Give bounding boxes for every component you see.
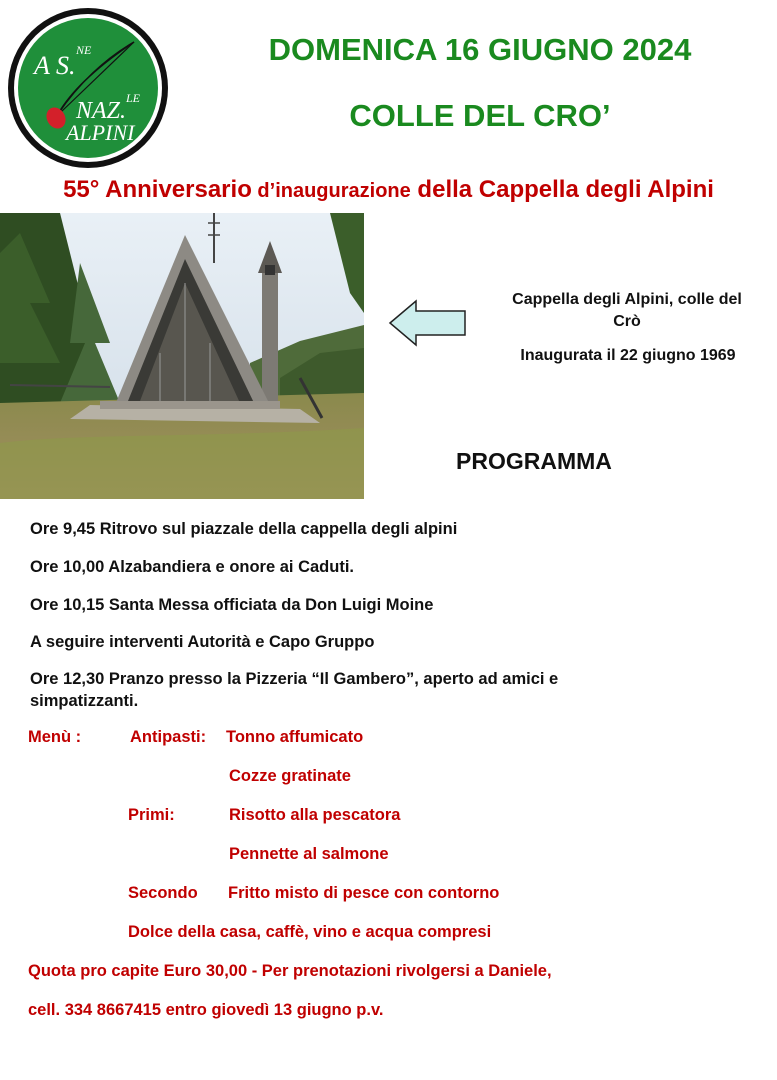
antipasti-item-2: Cozze gratinate <box>229 767 351 785</box>
antipasti-item-1: Tonno affumicato <box>226 728 364 746</box>
program-line-6: simpatizzanti. <box>30 692 139 710</box>
secondo-item: Fritto misto di pesce con contorno <box>228 884 500 902</box>
logo-text-ne: NE <box>76 43 92 57</box>
secondo-label: Secondo <box>128 884 198 902</box>
anniversary-part-2: d’inaugurazione <box>251 180 411 202</box>
photo-caption-date: Inaugurata il 22 giugno 1969 <box>520 347 736 364</box>
program-line-4: A seguire interventi Autorità e Capo Gruppo <box>30 633 375 651</box>
association-logo <box>6 6 170 170</box>
anniversary-part-3: della Cappella degli Alpini <box>410 176 714 203</box>
phone-deadline-line: cell. 334 8667415 entro giovedì 13 giugno p.v. <box>28 1001 384 1019</box>
antipasti-label: Antipasti: <box>130 728 207 746</box>
logo-text-naz: NAZ. <box>76 98 127 124</box>
price-booking-line: Quota pro capite Euro 30,00 - Per prenotazioni rivolgersi a Daniele, <box>28 962 552 980</box>
anniversary-heading <box>0 176 777 204</box>
chapel-photo <box>0 213 364 499</box>
primi-item-2: Pennette al salmone <box>229 845 389 863</box>
logo-text-alpini: ALPINI <box>66 120 135 145</box>
primi-label: Primi: <box>128 806 175 824</box>
program-line-2: Ore 10,00 Alzabandiera e onore ai Caduti. <box>30 558 354 576</box>
menu-label: Menù : <box>28 728 82 746</box>
programma-heading: PROGRAMMA <box>456 448 612 474</box>
program-line-5: Ore 12,30 Pranzo presso la Pizzeria “Il Gambero”, aperto ad amici e <box>30 670 559 688</box>
logo-text-s: S. <box>56 51 76 80</box>
logo-text-a: A <box>34 51 50 80</box>
anniversary-part-1: 55° Anniversario <box>63 176 252 203</box>
event-place-title: COLLE DEL CRO’ <box>349 98 611 133</box>
dolce-line: Dolce della casa, caffè, vino e acqua compresi <box>128 923 492 941</box>
logo-text-le: LE <box>126 91 141 105</box>
program-line-1: Ore 9,45 Ritrovo sul piazzale della cappella degli alpini <box>30 520 458 538</box>
program-line-3: Ore 10,15 Santa Messa officiata da Don Luigi Moine <box>30 596 434 614</box>
left-arrow-icon <box>388 299 468 347</box>
event-date-title: DOMENICA 16 GIUGNO 2024 <box>268 32 692 67</box>
primi-item-1: Risotto alla pescatora <box>229 806 401 824</box>
photo-caption-title: Cappella degli Alpini, colle del Crò <box>512 291 742 330</box>
